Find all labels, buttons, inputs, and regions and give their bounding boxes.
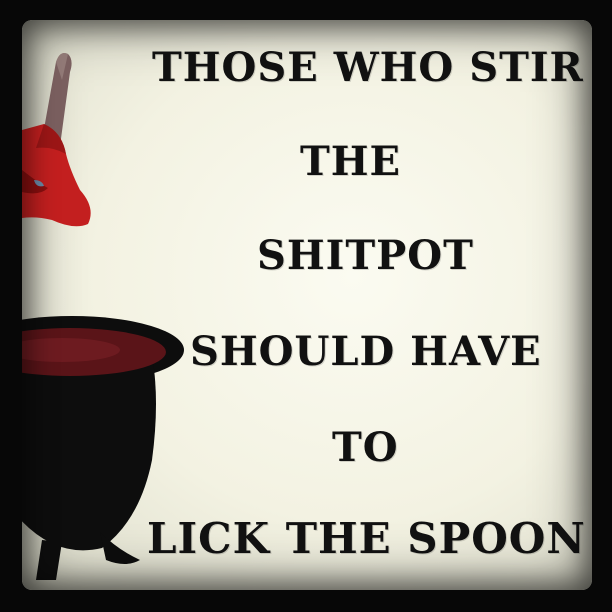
- witch-cauldron-illustration: [22, 20, 592, 590]
- quote-line-5: TO: [332, 424, 399, 471]
- red-sleeve-hand: [22, 124, 91, 226]
- quote-line-3: SHITPOT: [257, 232, 474, 279]
- quote-line-2: THE: [300, 138, 402, 185]
- quote-card: [22, 20, 592, 590]
- quote-line-6: LICK THE SPOON: [147, 514, 586, 563]
- quote-line-4: SHOULD HAVE: [190, 328, 542, 375]
- quote-line-1: THOSE WHO STIR: [152, 44, 584, 91]
